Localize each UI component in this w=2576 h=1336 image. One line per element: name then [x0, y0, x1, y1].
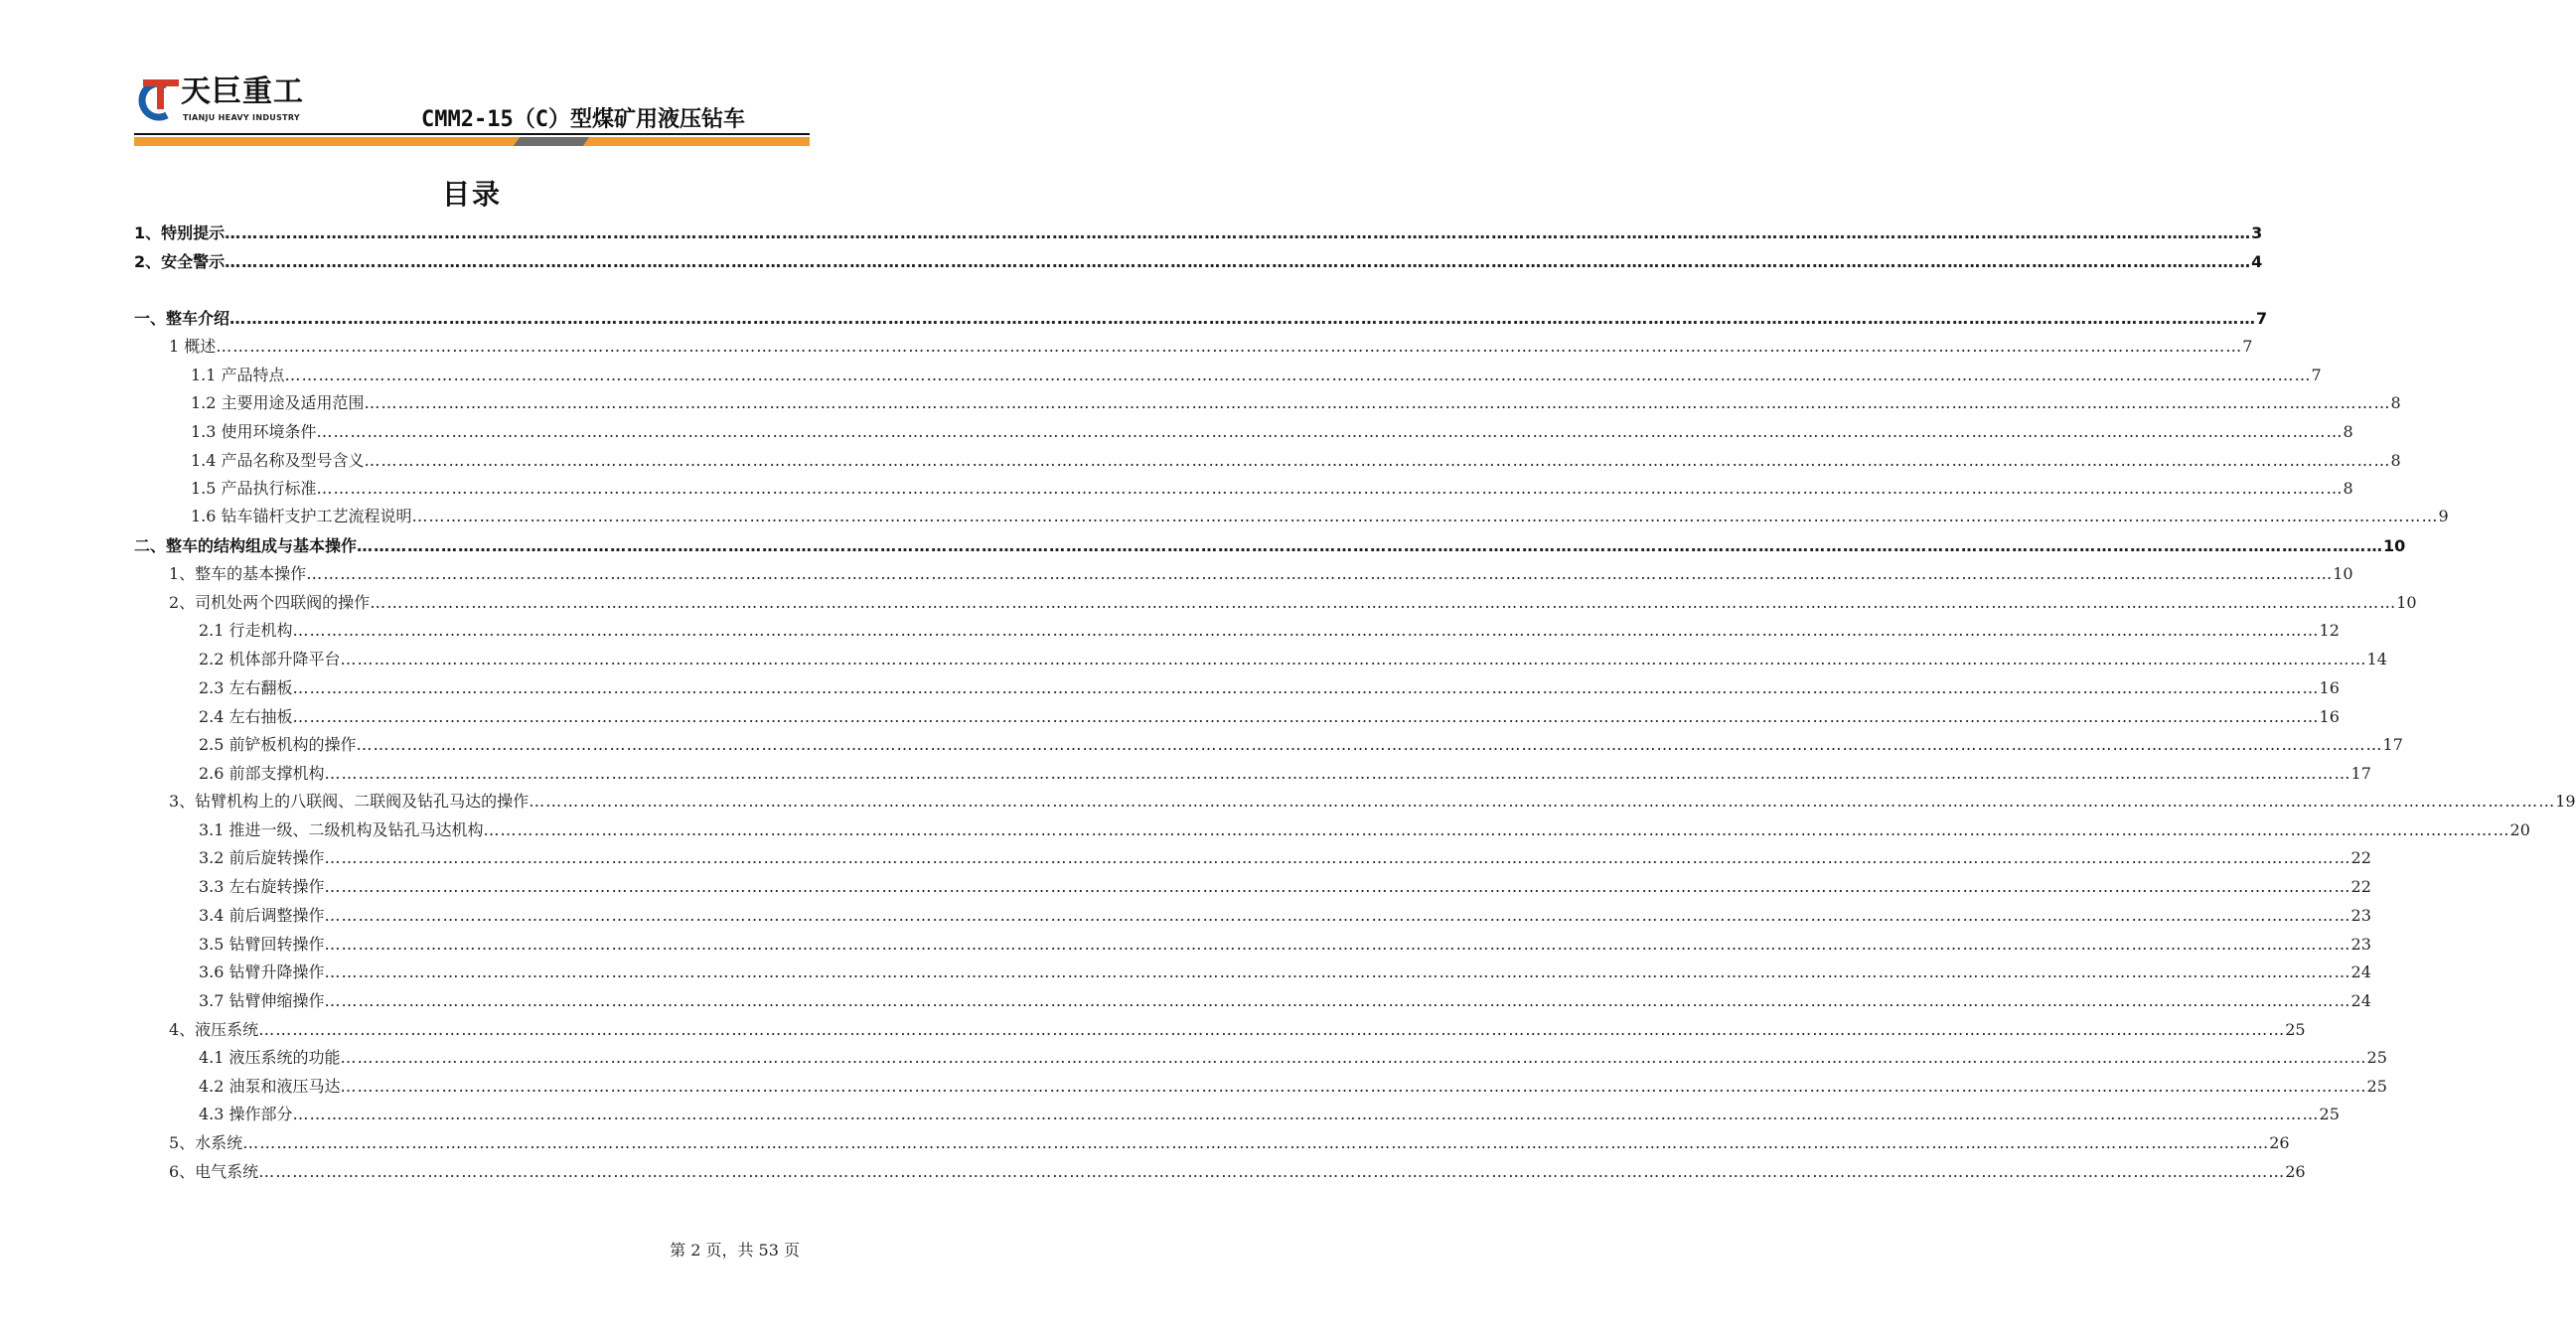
toc-entry[interactable]	[199, 874, 2371, 900]
toc-entry-page: 8	[2343, 479, 2353, 498]
toc-entry-label: 1.6 钻车锚杆支护工艺流程说明	[191, 507, 412, 525]
toc-entry[interactable]	[199, 618, 2340, 644]
toc-leader-dots: ………………………………………………………………………………………………………………………………………………………………………………………………………………………………………………………………………………………………………………………………	[324, 764, 2351, 783]
toc-entry-page: 17	[2382, 735, 2403, 754]
toc-entry[interactable]	[169, 590, 2417, 616]
toc-leader-dots: ………………………………………………………………………………………………………………………………………………………………………………………………………………………………………………………………………………………………………………………………	[258, 1162, 2286, 1181]
toc-leader-dots: ………………………………………………………………………………………………………………………………………………………………………………………………………………………………………………………………………………………………………………………………	[292, 621, 2320, 640]
toc-entry-page: 19	[2555, 792, 2576, 811]
toc-leader-dots: ………………………………………………………………………………………………………………………………………………………………………………………………………………………………………………………………………………………………………………………………	[242, 1133, 2270, 1152]
toc-entry-label: 1.2 主要用途及适用范围	[191, 393, 365, 412]
toc-entry-label: 1、整车的基本操作	[169, 564, 307, 583]
toc-entry[interactable]	[169, 561, 2353, 587]
toc-entry-page: 3	[2251, 223, 2263, 242]
toc-entry-label: 4、液压系统	[169, 1020, 259, 1039]
toc-entry-page: 9	[2438, 507, 2449, 525]
toc-leader-dots: ………………………………………………………………………………………………………………………………………………………………………………………………………………………………………………………………………………………………………………………………	[292, 678, 2320, 697]
toc-entry-page: 17	[2350, 764, 2371, 783]
toc-entry[interactable]	[199, 675, 2340, 701]
toc-entry-page: 26	[2285, 1162, 2306, 1181]
toc-entry-page: 25	[2366, 1048, 2387, 1067]
toc-entry[interactable]	[199, 845, 2371, 871]
toc-title: 目录	[441, 178, 502, 211]
toc-entry-page: 8	[2343, 422, 2353, 441]
toc-entry-page: 4	[2251, 252, 2263, 271]
toc-entry-page: 16	[2319, 707, 2340, 726]
toc-leader-dots: ………………………………………………………………………………………………………………………………………………………………………………………………………………………………………………………………………………………………………………………………	[411, 507, 2439, 525]
toc-entry[interactable]	[191, 448, 2401, 474]
toc-entry[interactable]	[191, 504, 2449, 529]
toc-leader-dots: ………………………………………………………………………………………………………………………………………………………………………………………………………………………………………………………………………………………………………………………………	[316, 479, 2344, 498]
toc-leader-dots: ………………………………………………………………………………………………………………………………………………………………………………………………………………………………………………………………………………………………………………………………	[370, 593, 2397, 612]
toc-entry-page: 26	[2269, 1133, 2290, 1152]
toc-entry[interactable]	[169, 1130, 2290, 1156]
header-orange-band	[134, 137, 810, 146]
toc-entry[interactable]	[134, 249, 2263, 275]
toc-entry-label: 4.2 油泵和液压马达	[199, 1077, 341, 1096]
toc-entry[interactable]	[199, 903, 2371, 929]
toc-entry[interactable]	[169, 789, 2576, 815]
toc-entry-label: 3.1 推进一级、二级机构及钻孔马达机构	[199, 820, 484, 839]
tianju-logo-icon	[137, 75, 181, 123]
toc-entry-label: 2.6 前部支撑机构	[199, 764, 325, 783]
toc-leader-dots: ………………………………………………………………………………………………………………………………………………………………………………………………………………………………………………………………………………………………………………………………	[225, 252, 2252, 271]
toc-leader-dots: ………………………………………………………………………………………………………………………………………………………………………………………………………………………………………………………………………………………………………………………………	[356, 735, 2383, 754]
toc-entry-label: 1 概述	[169, 337, 217, 356]
toc-entry-page: 22	[2350, 877, 2371, 896]
toc-entry[interactable]	[191, 419, 2353, 445]
toc-leader-dots: ………………………………………………………………………………………………………………………………………………………………………………………………………………………………………………………………………………………………………………………………	[357, 536, 2384, 555]
toc-entry[interactable]	[199, 704, 2340, 730]
toc-entry-page: 12	[2319, 621, 2340, 640]
toc-leader-dots: ………………………………………………………………………………………………………………………………………………………………………………………………………………………………………………………………………………………………………………………………	[324, 906, 2351, 925]
toc-entry[interactable]	[199, 1045, 2387, 1071]
toc-leader-dots: ………………………………………………………………………………………………………………………………………………………………………………………………………………………………………………………………………………………………………………………………	[340, 1048, 2367, 1067]
toc-entry[interactable]	[199, 1074, 2387, 1100]
toc-entry-label: 1.4 产品名称及型号含义	[191, 451, 365, 470]
toc-entry[interactable]	[199, 647, 2387, 672]
toc-entry-label: 2.1 行走机构	[199, 621, 293, 640]
toc-leader-dots: ………………………………………………………………………………………………………………………………………………………………………………………………………………………………………………………………………………………………………………………………	[364, 451, 2391, 470]
toc-leader-dots: ………………………………………………………………………………………………………………………………………………………………………………………………………………………………………………………………………………………………………………………………	[324, 991, 2351, 1010]
toc-entry[interactable]	[191, 476, 2353, 502]
toc-entry[interactable]	[169, 1159, 2306, 1185]
toc-entry-page: 23	[2350, 906, 2371, 925]
toc-entry-page: 7	[2256, 309, 2268, 328]
toc-leader-dots: ………………………………………………………………………………………………………………………………………………………………………………………………………………………………………………………………………………………………………………………………	[225, 223, 2252, 242]
toc-entry[interactable]	[191, 390, 2401, 416]
toc-entry[interactable]	[199, 1102, 2340, 1127]
toc-entry[interactable]	[191, 363, 2322, 388]
toc-entry[interactable]	[199, 817, 2530, 843]
toc-entry[interactable]	[169, 1017, 2306, 1043]
toc-leader-dots: ………………………………………………………………………………………………………………………………………………………………………………………………………………………………………………………………………………………………………………………………	[284, 366, 2312, 384]
toc-leader-dots: ………………………………………………………………………………………………………………………………………………………………………………………………………………………………………………………………………………………………………………………………	[324, 963, 2351, 981]
toc-entry-page: 24	[2350, 991, 2371, 1010]
toc-entry-label: 1.3 使用环境条件	[191, 422, 317, 441]
toc-entry-page: 20	[2509, 820, 2530, 839]
toc-entry-label: 1.5 产品执行标准	[191, 479, 317, 498]
toc-leader-dots: ………………………………………………………………………………………………………………………………………………………………………………………………………………………………………………………………………………………………………………………………	[216, 337, 2243, 356]
toc-entry[interactable]	[134, 533, 2406, 559]
toc-entry[interactable]	[199, 988, 2371, 1014]
toc-leader-dots: ………………………………………………………………………………………………………………………………………………………………………………………………………………………………………………………………………………………………………………………………	[340, 1077, 2367, 1096]
toc-entry-page: 8	[2390, 393, 2401, 412]
toc-entry[interactable]	[134, 306, 2268, 332]
toc-entry-label: 2.2 机体部升降平台	[199, 650, 341, 668]
toc-entry-label: 4.3 操作部分	[199, 1105, 293, 1123]
toc-entry-label: 二、整车的结构组成与基本操作	[134, 536, 358, 555]
toc-entry-page: 8	[2390, 451, 2401, 470]
toc-leader-dots: ………………………………………………………………………………………………………………………………………………………………………………………………………………………………………………………………………………………………………………………………	[483, 820, 2510, 839]
toc-leader-dots: ………………………………………………………………………………………………………………………………………………………………………………………………………………………………………………………………………………………………………………………………	[316, 422, 2344, 441]
toc-entry-page: 24	[2350, 963, 2371, 981]
toc-entry[interactable]	[169, 334, 2253, 360]
toc-entry-page: 22	[2350, 848, 2371, 867]
company-logo	[137, 74, 326, 129]
toc-entry-page: 7	[2311, 366, 2322, 384]
toc-leader-dots: ………………………………………………………………………………………………………………………………………………………………………………………………………………………………………………………………………………………………………………………………	[529, 792, 2556, 811]
toc-entry-label: 6、电气系统	[169, 1162, 259, 1181]
toc-entry-label: 2.5 前铲板机构的操作	[199, 735, 357, 754]
toc-entry-label: 1.1 产品特点	[191, 366, 285, 384]
header-gray-accent	[514, 137, 589, 146]
toc-entry-page: 10	[2333, 564, 2353, 583]
toc-entry-page: 25	[2366, 1077, 2387, 1096]
toc-entry[interactable]	[199, 932, 2371, 958]
toc-entry[interactable]	[199, 761, 2371, 787]
toc-entry-label: 2、安全警示	[134, 252, 226, 271]
toc-entry-label: 3、钻臂机构上的八联阀、二联阀及钻孔马达的操作	[169, 792, 530, 811]
logo-chinese-name: 天巨重工	[181, 74, 304, 109]
toc-entry-page: 23	[2350, 935, 2371, 954]
toc-entry[interactable]	[199, 960, 2371, 985]
toc-leader-dots: ………………………………………………………………………………………………………………………………………………………………………………………………………………………………………………………………………………………………………………………………	[292, 1105, 2320, 1123]
toc-entry-page: 25	[2319, 1105, 2340, 1123]
toc-entry-page: 14	[2366, 650, 2387, 668]
toc-entry-label: 4.1 液压系统的功能	[199, 1048, 341, 1067]
toc-entry-label: 3.3 左右旋转操作	[199, 877, 325, 896]
toc-entry-label: 3.2 前后旋转操作	[199, 848, 325, 867]
toc-leader-dots: ………………………………………………………………………………………………………………………………………………………………………………………………………………………………………………………………………………………………………………………………	[324, 877, 2351, 896]
toc-entry-label: 3.4 前后调整操作	[199, 906, 325, 925]
toc-entry-label: 3.7 钻臂伸缩操作	[199, 991, 325, 1010]
page-number-footer: 第 2 页，共 53 页	[670, 1241, 800, 1260]
toc-leader-dots: ………………………………………………………………………………………………………………………………………………………………………………………………………………………………………………………………………………………………………………………………	[306, 564, 2334, 583]
toc-leader-dots: ………………………………………………………………………………………………………………………………………………………………………………………………………………………………………………………………………………………………………………………………	[324, 935, 2351, 954]
toc-entry-label: 2.4 左右抽板	[199, 707, 293, 726]
toc-leader-dots: ………………………………………………………………………………………………………………………………………………………………………………………………………………………………………………………………………………………………………………………………	[229, 309, 2257, 328]
toc-entry-label: 2、司机处两个四联阀的操作	[169, 593, 371, 612]
toc-entry[interactable]	[199, 732, 2403, 758]
toc-leader-dots: ………………………………………………………………………………………………………………………………………………………………………………………………………………………………………………………………………………………………………………………………	[292, 707, 2320, 726]
toc-entry-label: 3.6 钻臂升降操作	[199, 963, 325, 981]
document-title: CMM2-15（C）型煤矿用液压钻车	[421, 107, 745, 132]
toc-entry-page: 7	[2242, 337, 2253, 356]
toc-entry-label: 一、整车介绍	[134, 309, 230, 328]
toc-leader-dots: ………………………………………………………………………………………………………………………………………………………………………………………………………………………………………………………………………………………………………………………………	[324, 848, 2351, 867]
logo-english-name: TIANJU HEAVY INDUSTRY	[183, 113, 300, 122]
toc-entry-page: 25	[2285, 1020, 2306, 1039]
page-header	[0, 0, 944, 159]
header-rule	[134, 133, 810, 135]
toc-entry-page: 10	[2396, 593, 2417, 612]
toc-leader-dots: ………………………………………………………………………………………………………………………………………………………………………………………………………………………………………………………………………………………………………………………………	[258, 1020, 2286, 1039]
toc-entry-label: 2.3 左右翻板	[199, 678, 293, 697]
toc-entry-label: 5、水系统	[169, 1133, 243, 1152]
toc-entry-label: 1、特别提示	[134, 223, 226, 242]
toc-entry-label: 3.5 钻臂回转操作	[199, 935, 325, 954]
toc-leader-dots: ………………………………………………………………………………………………………………………………………………………………………………………………………………………………………………………………………………………………………………………………	[364, 393, 2391, 412]
toc-entry[interactable]	[134, 221, 2263, 246]
toc-entry-page: 16	[2319, 678, 2340, 697]
toc-entry-page: 10	[2383, 536, 2406, 555]
toc-leader-dots: ………………………………………………………………………………………………………………………………………………………………………………………………………………………………………………………………………………………………………………………………	[340, 650, 2367, 668]
